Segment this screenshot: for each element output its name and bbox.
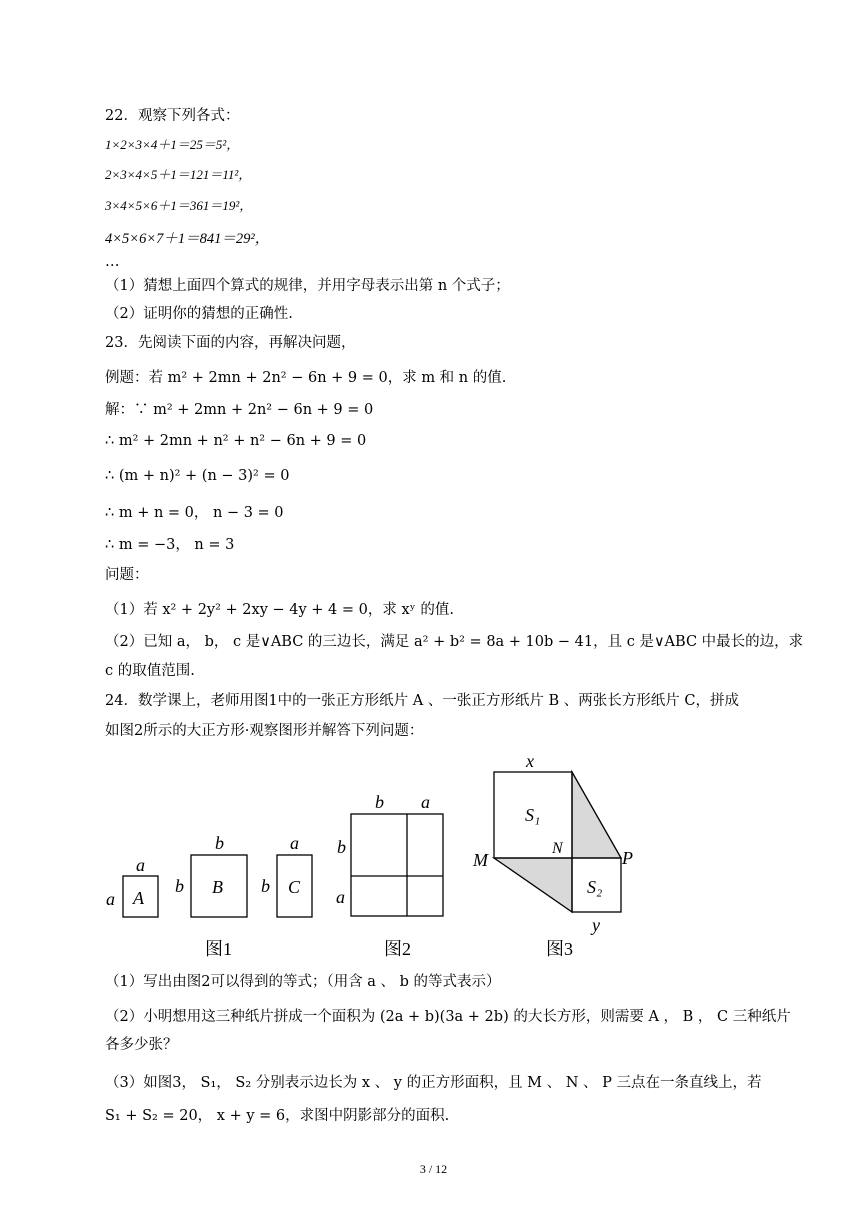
q23-step4: ∴ m + n = 0， n − 3 = 0 xyxy=(105,505,284,521)
fig1-a-top-c: a xyxy=(290,833,299,853)
q24-part3-line2: S₁ + S₂ = 20， x + y = 6，求图中阴影部分的面积. xyxy=(105,1108,450,1124)
q22-eq4: 4×5×6×7＋1＝841＝29²， xyxy=(105,231,270,247)
q24-part2-line1: （2）小明想用这三种纸片拼成一个面积为 (2a + b)(3a + 2b) 的大长方形，则需要 A ， B ， C 三种纸片 xyxy=(105,1009,791,1025)
q23-step5: ∴ m = −3， n = 3 xyxy=(105,537,235,553)
fig2-b-top: b xyxy=(375,792,384,812)
fig1-label-B: B xyxy=(212,877,223,897)
fig2-caption: 图2 xyxy=(384,939,411,959)
fig1-a-top: a xyxy=(136,855,145,875)
q24-part1: （1）写出由图2可以得到的等式；（用含 a 、 b 的等式表示） xyxy=(105,974,501,990)
q23-part1: （1）若 x² + 2y² + 2xy − 4y + 4 = 0，求 xʸ 的值. xyxy=(105,602,454,618)
fig3-S2: S₂ xyxy=(587,877,603,897)
fig3-S1: S₁ xyxy=(525,805,541,825)
fig1-b-left-c: b xyxy=(261,876,270,896)
q22-eq3: 3×4×5×6＋1＝361＝19²， xyxy=(105,198,253,213)
fig2-b-left: b xyxy=(337,837,346,857)
fig2-a-left: a xyxy=(336,887,345,907)
figure-2 xyxy=(351,814,443,916)
q23-step1: 解：∵ m² + 2mn + 2n² − 6n + 9 = 0 xyxy=(105,402,374,418)
fig1-a-left: a xyxy=(106,889,115,909)
q24-part2-line2: 各多少张？ xyxy=(105,1037,178,1053)
q24-title-line2: 如图2所示的大正方形·观察图形并解答下列问题： xyxy=(105,723,424,739)
q22-eq2: 2×3×4×5＋1＝121＝11²， xyxy=(105,167,252,182)
q24-part3-line1: （3）如图3， S₁， S₂ 分别表示边长为 x 、 y 的正方形面积，且 M 、 N 、 P 三点在一条直线上，若 xyxy=(105,1075,762,1091)
q23-step2: ∴ m² + 2mn + n² + n² − 6n + 9 = 0 xyxy=(105,433,367,449)
fig3-y: y xyxy=(592,915,600,935)
q23-question-label: 问题： xyxy=(105,567,149,583)
q22-title: 22．观察下列各式： xyxy=(105,108,240,124)
q24-figures xyxy=(0,740,867,970)
q24-title-line1: 24．数学课上，老师用图1中的一张正方形纸片 A 、一张正方形纸片 B 、两张长方形纸片 C，拼成 xyxy=(105,693,739,709)
q23-title: 23．先阅读下面的内容，再解决问题， xyxy=(105,335,356,351)
q23-part2-line2: c 的取值范围. xyxy=(105,663,195,679)
q22-part1: （1）猜想上面四个算式的规律，并用字母表示出第 n 个式子； xyxy=(105,278,510,294)
fig3-N: N xyxy=(552,840,563,857)
fig1-label-C: C xyxy=(288,877,301,897)
q23-step3: ∴ (m + n)² + (n − 3)² = 0 xyxy=(105,468,290,484)
fig2-a-top: a xyxy=(421,792,430,812)
fig3-P: P xyxy=(622,848,633,868)
q23-part2-line1: （2）已知 a， b， c 是∨ABC 的三边长，满足 a² + b² = 8a + 10b − 41，且 c 是∨ABC 中最长的边，求 xyxy=(105,634,804,650)
fig1-b-top: b xyxy=(215,833,224,853)
fig3-M: M xyxy=(473,850,488,870)
fig3-caption: 图3 xyxy=(546,939,573,959)
q22-part2: （2）证明你的猜想的正确性. xyxy=(105,306,293,322)
fig1-label-A: A xyxy=(133,888,144,908)
q22-eq1: 1×2×3×4＋1＝25＝5²， xyxy=(105,137,240,152)
fig1-caption: 图1 xyxy=(205,939,232,959)
q22-dots: … xyxy=(105,254,120,270)
fig3-x: x xyxy=(526,751,534,771)
q23-example: 例题：若 m² + 2mn + 2n² − 6n + 9 = 0，求 m 和 n 的值. xyxy=(105,370,507,386)
fig1-b-left: b xyxy=(175,876,184,896)
page-number: 3 / 12 xyxy=(419,1162,448,1176)
